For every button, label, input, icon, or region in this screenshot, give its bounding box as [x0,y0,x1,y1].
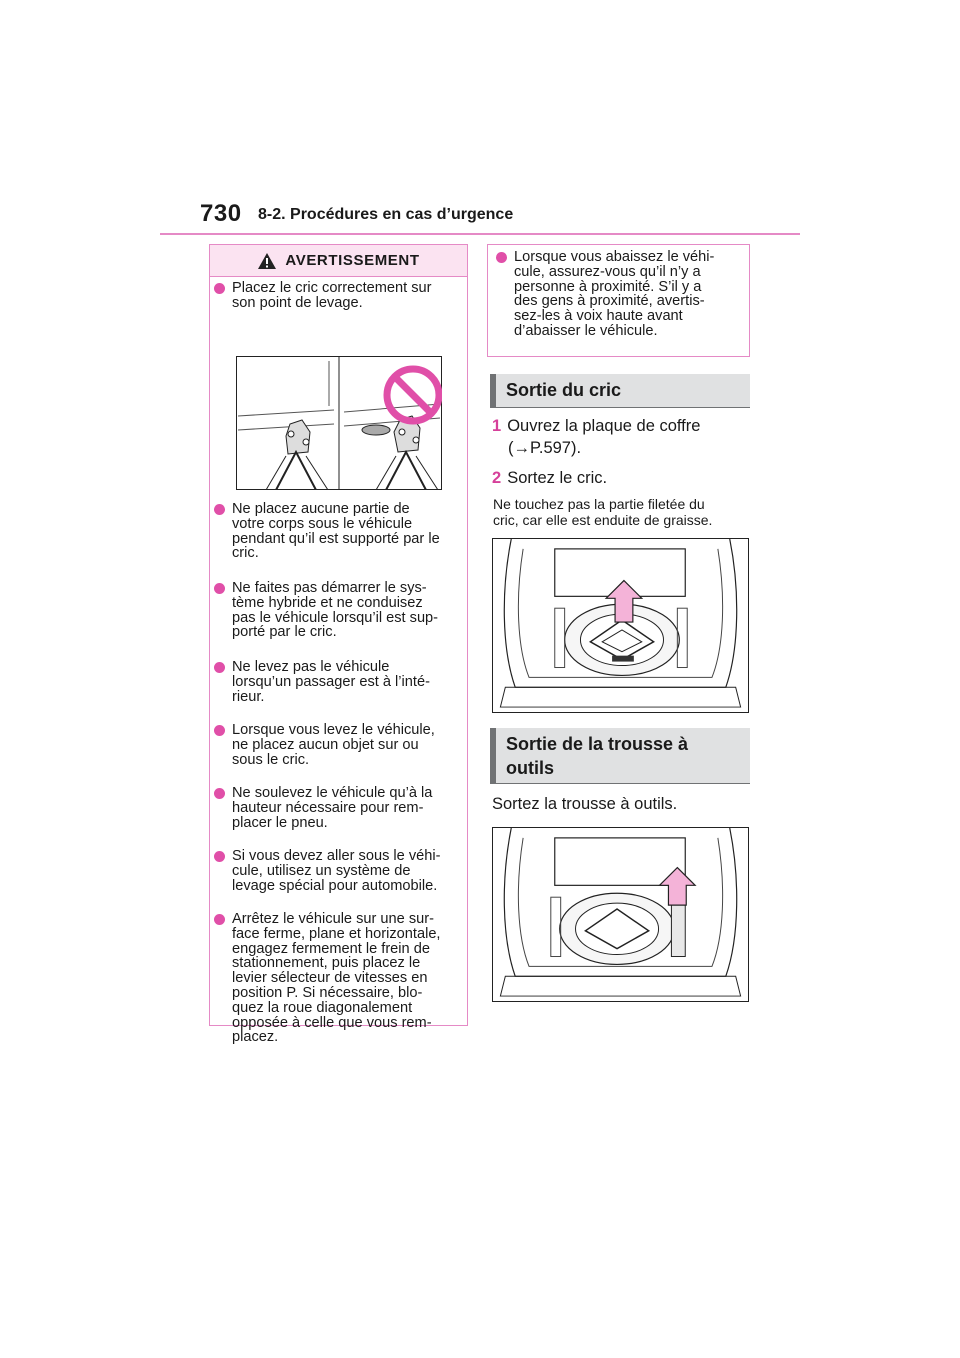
warning-item-text: Ne soulevez le véhicule qu’à la hauteur nécessaire pour rem- placer le pneu. [232,785,433,831]
warning-item-text: Ne faites pas démarrer le sys- tème hybride et ne conduisez pas le véhicule lorsqu’il est sup- porté par le cric. [232,580,439,641]
warning-item [214,581,477,640]
bullet-icon [214,914,225,925]
page-reference[interactable]: (→P.597). [508,439,582,457]
warning-item-text: Arrêtez le véhicule sur une sur- face ferme, plane et horizontale, engagez fermement le frein de stationnement, puis placez le levier sélecteur de vitesses en position P. Si nécessaire, blo- quez la roue diagonalement opposée à celle que vous rem- placez. [232,911,441,1046]
warning-item [496,250,756,339]
toolkit-instruction: Sortez la trousse à outils. [492,795,678,813]
warning-box [209,244,468,1046]
bullet-icon [214,583,225,594]
warning-item-text: Lorsque vous levez le véhicule, ne placez aucun objet sur ou sous le cric. [232,722,435,768]
step-text: Ouvrez la plaque de coffre [507,417,701,435]
bullet-icon [214,283,225,294]
subhead-sortie-trousse: Sortie de la trousse à outils [490,728,750,784]
bullet-icon [214,788,225,799]
step-number: 1 [492,417,502,435]
bullet-icon [214,662,225,673]
warning-item [214,912,477,1045]
jack-placement-illustration [236,356,442,490]
warning-triangle-icon [257,252,277,270]
step-1 [492,415,700,459]
warning-item-text: Ne placez aucune partie de votre corps sous le véhicule pendant qu’il est supporté par le cric. [232,501,440,562]
lowering-warning-box [487,244,750,357]
subhead-sortie-cric: Sortie du cric [490,374,750,408]
trunk-toolkit-illustration [492,827,749,1002]
step-number: 2 [492,469,502,487]
warning-item-text: Ne levez pas le véhicule lorsqu’un passager est à l’inté- rieur. [232,659,430,705]
warning-item [214,660,477,704]
grease-note: Ne touchez pas la partie filetée du cric, car elle est enduite de graisse. [493,496,713,528]
warning-header [210,245,467,277]
bullet-icon [214,725,225,736]
warning-item [214,849,477,893]
warning-item [214,502,477,561]
warning-item [214,723,477,767]
bullet-icon [496,252,507,263]
warning-item-text: Placez le cric correctement sur son point de levage. [232,280,432,311]
bullet-icon [214,504,225,515]
bullet-icon [214,851,225,862]
warning-title: AVERTISSEMENT [285,252,420,269]
warning-item [214,786,477,830]
warning-item-text: Lorsque vous abaissez le véhi- cule, assurez-vous qu’il n’y a personne à proximité. S’il y a des gens à proximité, avertis- sez-les à voix haute avant d’abaisser le véhicule. [514,249,715,339]
step-text: Sortez le cric. [507,469,608,487]
warning-item-text: Si vous devez aller sous le véhi- cule, utilisez un système de levage spécial pour automobile. [232,848,441,894]
trunk-jack-illustration [492,538,749,713]
warning-item [214,281,477,311]
header-divider [160,233,800,235]
page-number: 730 [200,200,242,227]
step-2 [492,467,607,489]
section-title: 8-2. Procédures en cas d’urgence [258,206,514,223]
